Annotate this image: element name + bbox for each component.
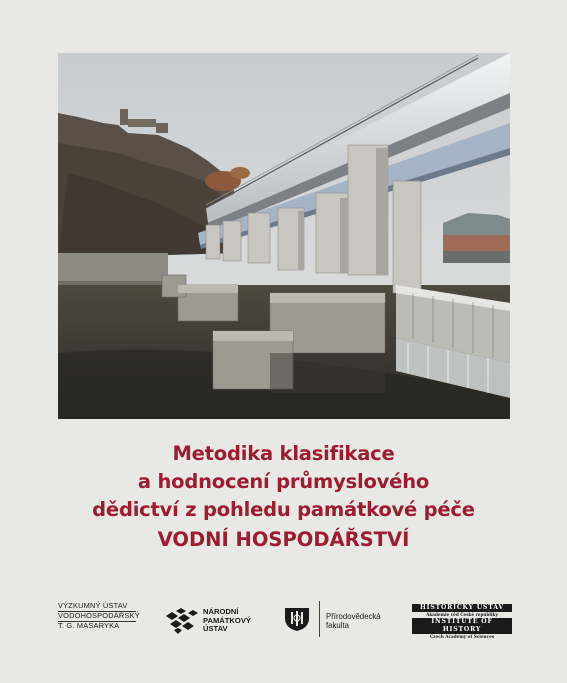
title-block [0,440,567,555]
vuv-logo [58,601,140,631]
prf-logo [283,601,393,637]
npu-line-2: PAMÁTKOVÝ [203,615,251,625]
npu-logo [166,608,256,638]
historical-institute-logo [412,604,512,639]
partner-logos [0,598,567,638]
subtitle: VODNÍ HOSPODÁŘSTVÍ [157,528,410,551]
cover-photo [58,53,510,419]
hu-line-3: INSTITUTE OF HISTORY [412,618,512,634]
dam-photo-illustration [58,53,510,419]
vuv-line-2: VODOHOSPODÁŘSKÝ [58,610,140,620]
prf-line-2: fakulta [326,621,349,630]
npu-text [203,608,251,634]
npu-line-3: ÚSTAV [203,624,228,634]
vuv-line-1: VÝZKUMNÝ ÚSTAV [58,602,136,612]
npu-emblem-icon [166,608,198,634]
vuv-line-3: T. G. MASARYKA [58,620,120,630]
university-shield-icon [283,606,311,632]
npu-line-1: NÁRODNÍ [203,607,239,616]
prf-text [326,612,381,630]
prf-line-1: Přírodovědecká [326,612,381,621]
title-line-3: dědictví z pohledu památkové péče [92,498,475,521]
title-line-2: a hodnocení průmyslového [137,470,430,493]
hu-line-1: HISTORICKÝ ÚSTAV [412,604,512,612]
prf-divider [319,601,320,637]
hu-line-4: Czech Academy of Sciences [429,634,495,639]
hu-line-2: Akademie věd České republiky [426,612,498,617]
title-line-1: Metodika klasifikace [172,442,395,465]
